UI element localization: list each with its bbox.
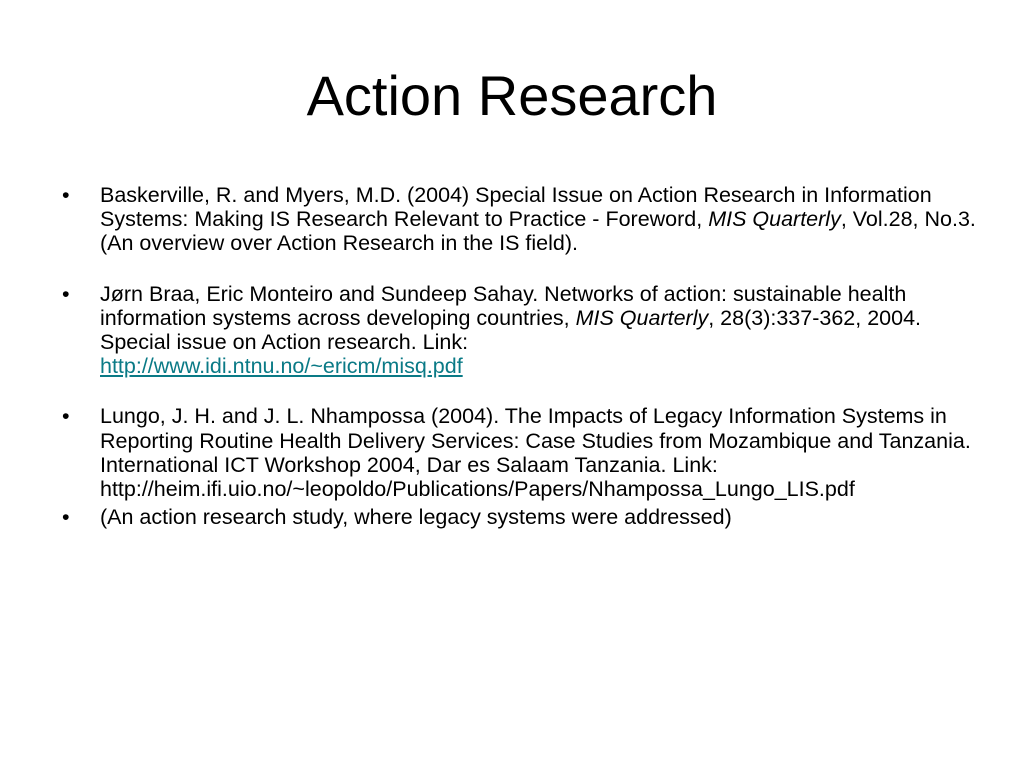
journal-name: MIS Quarterly bbox=[708, 207, 841, 232]
journal-name: MIS Quarterly bbox=[575, 305, 709, 330]
reference-list bbox=[60, 183, 980, 529]
list-item bbox=[60, 183, 980, 256]
paper-link[interactable]: http://www.idi.ntnu.no/~ericm/misq.pdf bbox=[100, 354, 463, 379]
note-text: (An action research study, where legacy systems were addressed) bbox=[100, 505, 732, 530]
list-item bbox=[60, 404, 980, 501]
citation-text: , Vol.28, No.3. (An overview over Action Research in the IS field). bbox=[100, 207, 976, 256]
citation-text: Jørn Braa, Eric Monteiro and Sundeep Sahay. Networks of action: sustainable health information systems across developing countries, bbox=[100, 281, 907, 330]
bullet-icon: • bbox=[62, 281, 70, 306]
paper-url-text: http://heim.ifi.uio.no/~leopoldo/Publications/Papers/Nhampossa_Lungo_LIS.pdf bbox=[100, 477, 855, 502]
list-item bbox=[60, 282, 980, 379]
citation-text: Baskerville, R. and Myers, M.D. (2004) Special Issue on Action Research in Information Systems: Making IS Research Relevant to Practice - Foreword, bbox=[100, 183, 932, 232]
citation-text: , 28(3):337-362, 2004. Special issue on Action research. Link: bbox=[100, 305, 921, 355]
bullet-icon: • bbox=[62, 183, 70, 207]
bullet-icon: • bbox=[62, 505, 70, 530]
bullet-icon: • bbox=[62, 404, 70, 429]
citation-text: Lungo, J. H. and J. L. Nhampossa (2004). The Impacts of Legacy Information Systems in Reporting Routine Health Delivery Services: Case Studies from Mozambique and Tanzania. International ICT Workshop 2004, Dar es Salaam Tanzania. Link: bbox=[100, 404, 971, 477]
list-item bbox=[60, 505, 980, 529]
slide-title: Action Research bbox=[306, 64, 718, 127]
